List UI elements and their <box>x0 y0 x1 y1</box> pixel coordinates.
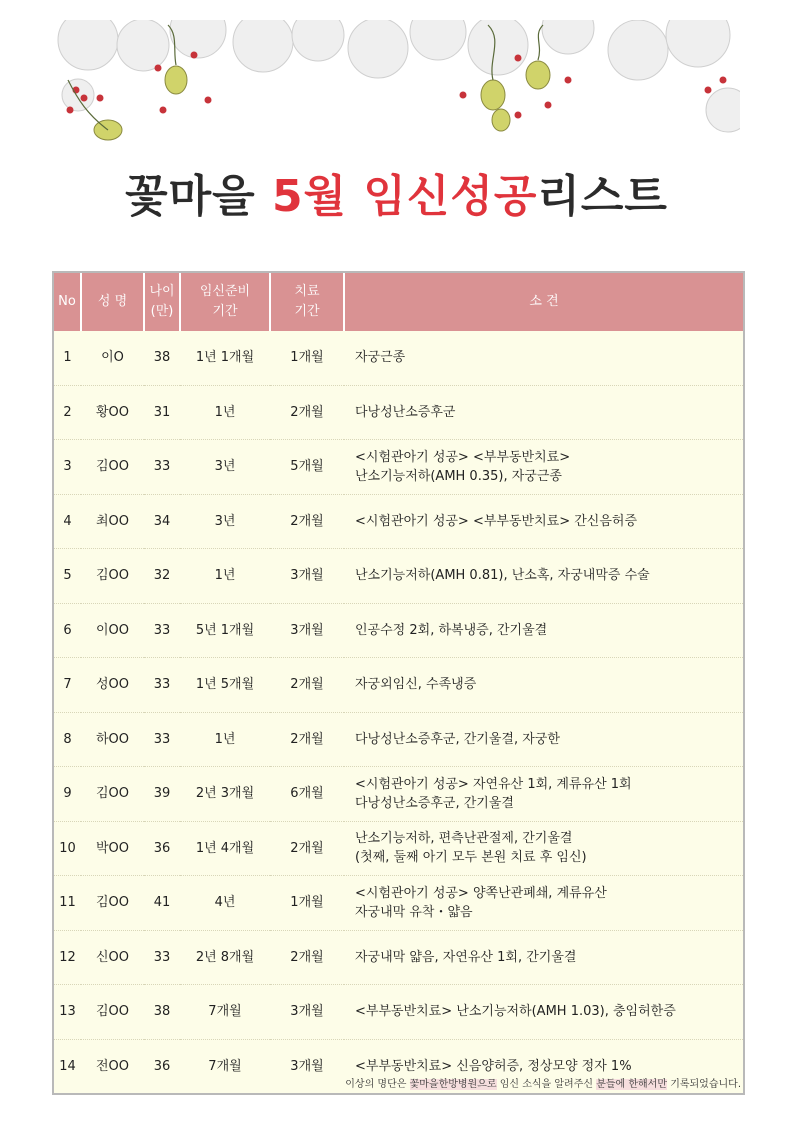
cell-note <box>344 549 743 604</box>
cell-treatment-period: 5개월 <box>270 440 344 495</box>
cell-no: 12 <box>54 930 81 985</box>
cell-no: 8 <box>54 712 81 767</box>
cell-name: 신OO <box>81 930 144 985</box>
cell-no: 11 <box>54 876 81 931</box>
note-line-1: <시험관아기 성공> <부부동반치료> <box>355 449 571 465</box>
cell-name: 최OO <box>81 494 144 549</box>
cell-treatment-period: 1개월 <box>270 876 344 931</box>
cell-prep-period: 1년 <box>180 712 270 767</box>
cell-age: 33 <box>144 712 180 767</box>
title-part2: 5월 임신성공 <box>271 171 538 222</box>
cell-treatment-period: 2개월 <box>270 930 344 985</box>
table-header-row <box>54 273 743 331</box>
table-row <box>54 494 743 549</box>
cell-note <box>344 440 743 495</box>
cell-prep-period: 2년 3개월 <box>180 767 270 822</box>
cell-no: 14 <box>54 1039 81 1093</box>
cell-treatment-period: 2개월 <box>270 494 344 549</box>
table-row <box>54 930 743 985</box>
cell-age: 36 <box>144 1039 180 1093</box>
cell-treatment-period: 3개월 <box>270 985 344 1040</box>
cell-note <box>344 603 743 658</box>
table-row <box>54 712 743 767</box>
cell-name: 김OO <box>81 876 144 931</box>
cell-name: 김OO <box>81 549 144 604</box>
table-row <box>54 385 743 440</box>
note-line-2: 난소기능저하(AMH 0.35), 자궁근종 <box>355 468 562 484</box>
cell-age: 33 <box>144 930 180 985</box>
cell-prep-period: 5년 1개월 <box>180 603 270 658</box>
table-row <box>54 603 743 658</box>
cell-name: 하OO <box>81 712 144 767</box>
cell-age: 38 <box>153 350 171 366</box>
cell-treatment-period: 1개월 <box>290 350 324 366</box>
note-line-1: 자궁근종 <box>355 350 406 366</box>
cell-treatment-period: 2개월 <box>270 821 344 876</box>
note-line-1: <시험관아기 성공> <부부동반치료> 간신음허증 <box>355 513 638 529</box>
note-line-1: 다낭성난소증후군 <box>355 404 456 420</box>
table-row <box>54 821 743 876</box>
cell-treatment-period: 3개월 <box>270 603 344 658</box>
table-row <box>54 658 743 713</box>
cell-no: 3 <box>54 440 81 495</box>
cell-note <box>344 385 743 440</box>
table-row <box>54 549 743 604</box>
cell-treatment-period: 2개월 <box>270 385 344 440</box>
cell-prep-period: 2년 8개월 <box>180 930 270 985</box>
page-title <box>0 160 793 224</box>
cell-no: 9 <box>54 767 81 822</box>
note-line-1: <부부동반치료> 신음양허증, 정상모양 정자 1% <box>355 1058 632 1074</box>
note-line-1: 인공수정 2회, 하복냉증, 간기울결 <box>355 622 548 638</box>
cell-age: 39 <box>144 767 180 822</box>
header-treatment-period: 치료 기간 <box>270 273 344 331</box>
footer-highlight-2: 분들에 한해서만 <box>596 1079 668 1090</box>
cell-name: 김OO <box>81 985 144 1040</box>
cell-no: 1 <box>63 350 72 366</box>
note-line-1: 난소기능저하(AMH 0.81), 난소혹, 자궁내막증 수술 <box>355 568 650 584</box>
cell-note <box>344 331 743 385</box>
cell-prep-period: 7개월 <box>180 985 270 1040</box>
cell-no: 13 <box>54 985 81 1040</box>
cell-age: 33 <box>144 440 180 495</box>
cell-no: 2 <box>54 385 81 440</box>
cell-age: 32 <box>144 549 180 604</box>
cell-note <box>344 985 743 1040</box>
cell-treatment-period: 2개월 <box>270 658 344 713</box>
cell-prep-period: 1년 1개월 <box>195 350 255 366</box>
cell-age: 38 <box>144 985 180 1040</box>
title-part3: 리스트 <box>537 171 668 222</box>
table-row <box>54 440 743 495</box>
cell-prep-period: 1년 <box>180 385 270 440</box>
cell-no: 10 <box>54 821 81 876</box>
cell-no: 5 <box>54 549 81 604</box>
note-line-1: 자궁외임신, 수족냉증 <box>355 677 477 693</box>
header-age: 나이 (만) <box>144 273 180 331</box>
cell-age: 31 <box>144 385 180 440</box>
note-line-2: (첫째, 둘째 아기 모두 본원 치료 후 임신) <box>355 850 587 866</box>
header-note: 소 견 <box>344 273 743 331</box>
note-line-2: 다낭성난소증후군, 간기울결 <box>355 795 514 811</box>
note-line-1: 자궁내막 얇음, 자연유산 1회, 간기울결 <box>355 949 577 965</box>
cell-name: 이OO <box>81 603 144 658</box>
flower-banner-illustration <box>48 20 740 155</box>
cell-name: 성OO <box>81 658 144 713</box>
cell-no: 4 <box>54 494 81 549</box>
note-line-1: 난소기능저하, 편측난관절제, 간기울결 <box>355 831 573 847</box>
cell-note <box>344 930 743 985</box>
note-line-1: <부부동반치료> 난소기능저하(AMH 1.03), 충임허한증 <box>355 1004 676 1020</box>
cell-prep-period: 3년 <box>180 494 270 549</box>
cell-note <box>344 876 743 931</box>
cell-prep-period: 1년 4개월 <box>180 821 270 876</box>
note-line-1: 다낭성난소증후군, 간기울결, 자궁한 <box>355 731 560 747</box>
header-no: No <box>54 273 81 331</box>
header-prep-period: 임신준비 기간 <box>180 273 270 331</box>
cell-prep-period: 3년 <box>180 440 270 495</box>
table-row <box>54 985 743 1040</box>
table-row <box>54 876 743 931</box>
cell-age: 34 <box>144 494 180 549</box>
footer-highlight-1: 꽃마을한방병원으로 <box>409 1079 497 1090</box>
note-line-1: <시험관아기 성공> 양쪽난관폐쇄, 계류유산 <box>355 885 607 901</box>
cell-no: 6 <box>54 603 81 658</box>
table-row <box>54 331 743 385</box>
cell-note <box>344 658 743 713</box>
success-list-table <box>52 271 745 1095</box>
cell-note <box>344 767 743 822</box>
cell-age: 41 <box>144 876 180 931</box>
cell-age: 33 <box>144 658 180 713</box>
cell-treatment-period: 6개월 <box>270 767 344 822</box>
cell-treatment-period: 3개월 <box>270 549 344 604</box>
table-row <box>54 767 743 822</box>
cell-no: 7 <box>54 658 81 713</box>
cell-treatment-period: 3개월 <box>270 1039 344 1093</box>
cell-prep-period: 1년 <box>180 549 270 604</box>
cell-name: 김OO <box>81 767 144 822</box>
cell-prep-period: 7개월 <box>180 1039 270 1093</box>
cell-age: 36 <box>144 821 180 876</box>
cell-note <box>344 821 743 876</box>
cell-age: 33 <box>144 603 180 658</box>
cell-note <box>344 712 743 767</box>
title-part1: 꽃마을 <box>125 171 256 222</box>
cell-name: 김OO <box>81 440 144 495</box>
cell-name: 황OO <box>81 385 144 440</box>
cell-name: 박OO <box>81 821 144 876</box>
note-line-2: 자궁내막 유착・얇음 <box>355 904 473 920</box>
cell-treatment-period: 2개월 <box>270 712 344 767</box>
note-line-1: <시험관아기 성공> 자연유산 1회, 계류유산 1회 <box>355 776 632 792</box>
cell-name: 이O <box>101 350 124 366</box>
cell-prep-period: 1년 5개월 <box>180 658 270 713</box>
header-name: 성 명 <box>81 273 144 331</box>
cell-name: 전OO <box>81 1039 144 1093</box>
cell-note <box>344 494 743 549</box>
cell-prep-period: 4년 <box>180 876 270 931</box>
footer-note: 이상의 명단은 꽃마을한방병원으로 임신 소식을 알려주신 분들에 한해서만 기록되었습니다. <box>345 1079 741 1090</box>
